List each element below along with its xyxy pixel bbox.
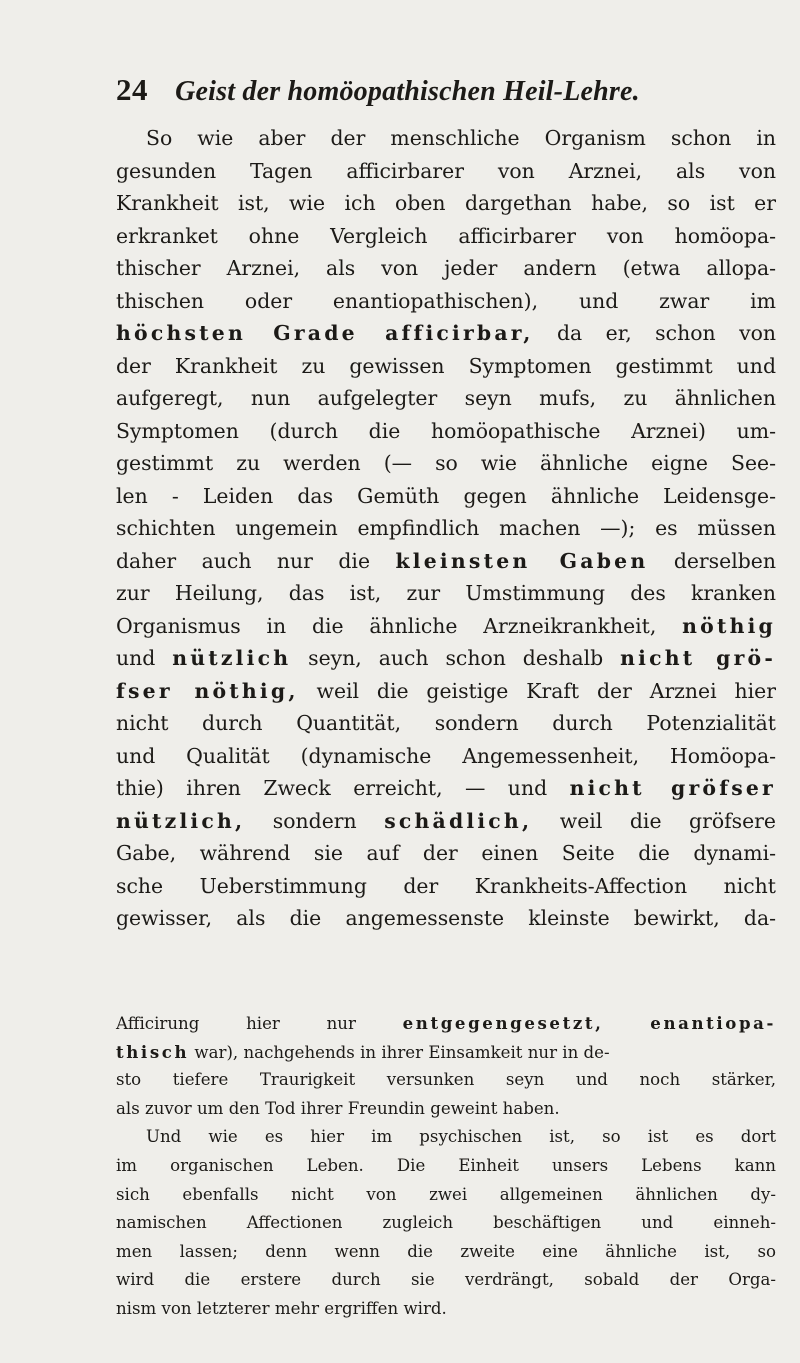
text-line: gestimmt zu werden (— so wie ähnliche eigne See- xyxy=(116,451,776,475)
page-header xyxy=(116,72,756,112)
text-line: gesunden Tagen afficirbarer von Arznei, als von xyxy=(116,158,776,183)
emphasis-kleinsten-gaben: kleinsten Gaben xyxy=(395,548,649,573)
text-line: daher auch nur die kleinsten Gaben derselben xyxy=(116,548,776,573)
text-line: Gabe, während sie auf der einen Seite die dynami- xyxy=(116,841,776,865)
footnote-line: sich ebenfalls nicht von zwei allgemeinen ähnlichen dy- xyxy=(116,1184,776,1204)
text-line: So wie aber der menschliche Organism schon in xyxy=(146,126,776,150)
footnote xyxy=(116,1009,776,1324)
text-line: sche Ueberstimmung der Krankheits-Affection nicht xyxy=(116,873,776,898)
emphasis-nicht-groe: nicht grö- xyxy=(620,646,776,670)
emphasis-nuetzlich: nützlich xyxy=(172,646,292,670)
emphasis-fser-noethig: fser nöthig, xyxy=(116,678,299,703)
text-line: aufgeregt, nun aufgelegter seyn mufs, zu ähnlichen xyxy=(116,386,776,410)
text-line: und nützlich seyn, auch schon deshalb nicht grö- xyxy=(116,646,776,670)
text-line: erkranket ohne Vergleich afficirbarer von homöopa- xyxy=(116,223,776,248)
text-line: gewisser, als die angemessenste kleinste bewirkt, da- xyxy=(116,906,776,930)
footnote-line: thisch war), nachgehends in ihrer Einsamkeit nur in de- xyxy=(116,1041,610,1062)
text-line: schichten ungemein empfindlich machen —); es müssen xyxy=(116,516,776,540)
footnote-line: men lassen; denn wenn die zweite eine ähnliche ist, so xyxy=(116,1241,776,1261)
text-line: und Qualität (dynamische Angemessenheit, Homöopa- xyxy=(116,743,776,768)
emphasis-noethig: nöthig xyxy=(682,613,776,638)
emphasis-schaedlich: schädlich, xyxy=(384,808,533,833)
text-line: zur Heilung, das ist, zur Umstimmung des kranken xyxy=(116,581,776,605)
text-line: thischer Arznei, als von jeder andern (etwa allopa- xyxy=(116,256,776,280)
footnote-line: im organischen Leben. Die Einheit unsers Lebens kann xyxy=(116,1155,776,1175)
text-line: der Krankheit zu gewissen Symptomen gestimmt und xyxy=(116,353,776,378)
footnote-line: wird die erstere durch sie verdrängt, sobald der Orga- xyxy=(116,1270,776,1290)
text-line: fser nöthig, weil die geistige Kraft der Arznei hier xyxy=(116,678,776,703)
page-number: 24 xyxy=(116,72,148,107)
text-line: len - Leiden das Gemüth gegen ähnliche Leidensge- xyxy=(116,483,776,508)
text-line: thie) ihren Zweck erreicht, — und nicht gröfser xyxy=(116,776,776,800)
text-line: Krankheit ist, wie ich oben dargethan habe, so ist er xyxy=(116,191,776,215)
footnote-line: sto tiefere Traurigkeit versunken seyn und noch stärker, xyxy=(116,1070,776,1090)
emphasis-thisch: thisch xyxy=(116,1041,190,1062)
text-line: Symptomen (durch die homöopathische Arznei) um- xyxy=(116,418,776,443)
text-line: nicht durch Quantität, sondern durch Potenzialität xyxy=(116,711,776,735)
main-text xyxy=(116,122,776,935)
running-title: Geist der homöopathischen Heil-Lehre. xyxy=(175,76,640,107)
footnote-line: Und wie es hier im psychischen ist, so ist es dort xyxy=(146,1127,776,1147)
emphasis-enantiopa: enantiopa- xyxy=(650,1013,776,1033)
footnote-line: namischen Affectionen zugleich beschäftigen und einneh- xyxy=(116,1213,776,1233)
footnote-line: Afficirung hier nur entgegengesetzt, enantiopa- xyxy=(116,1013,776,1033)
text-line: Organismus in die ähnliche Arzneikrankheit, nöthig xyxy=(116,613,776,638)
text-line: höchsten Grade afficirbar, da er, schon von xyxy=(116,321,776,345)
footnote-line: nism von letzterer mehr ergriffen wird. xyxy=(116,1298,447,1318)
footnote-line: als zuvor um den Tod ihrer Freundin geweint haben. xyxy=(116,1098,560,1118)
emphasis-entgegengesetzt: entgegengesetzt, xyxy=(402,1013,604,1033)
emphasis-nuetzlich-2: nützlich, xyxy=(116,808,246,833)
emphasis-hoechsten-grade: höchsten Grade afficirbar, xyxy=(116,321,534,345)
text-line: nützlich, sondern schädlich, weil die gröfsere xyxy=(116,808,776,833)
emphasis-nicht-groefser: nicht gröfser xyxy=(569,776,776,800)
text-line: thischen oder enantiopathischen), und zwar im xyxy=(116,288,776,313)
